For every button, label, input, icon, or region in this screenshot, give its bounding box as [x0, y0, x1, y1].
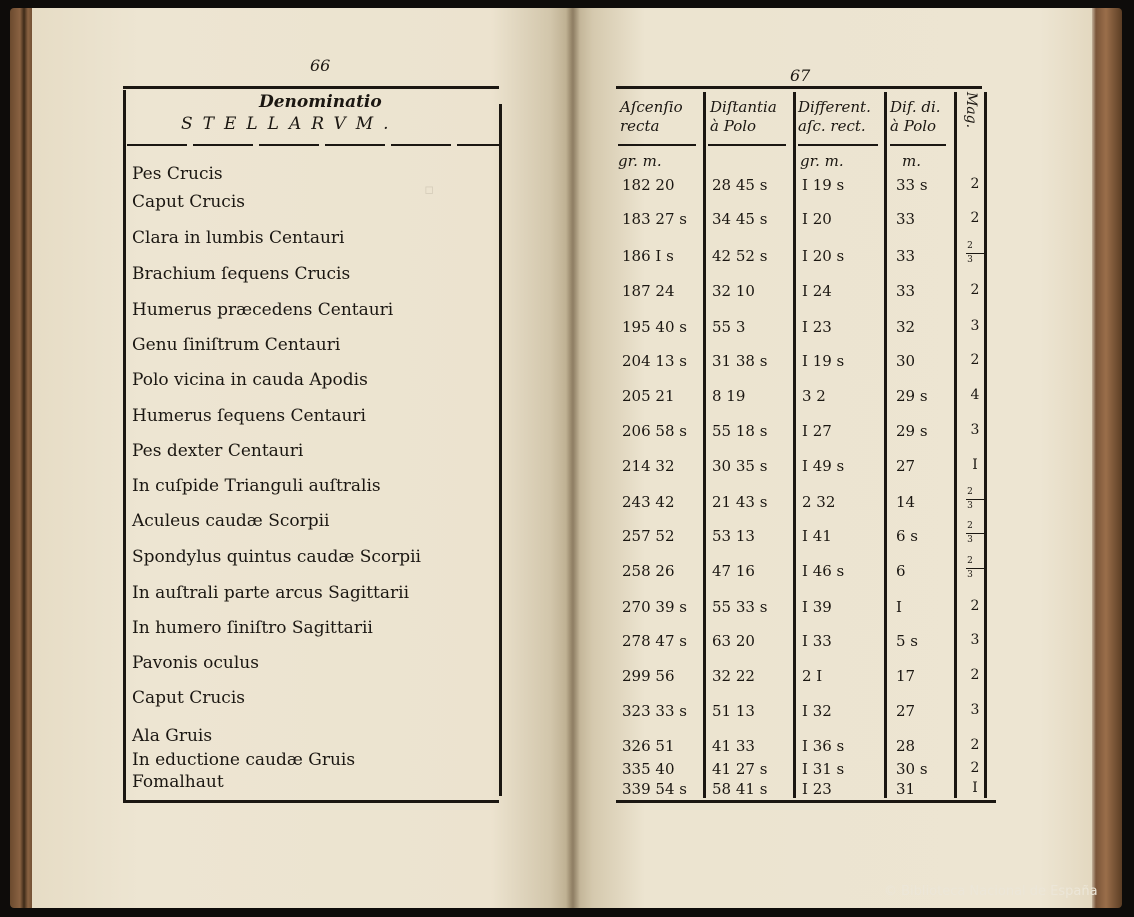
ascensio-cell: 339 54 s — [622, 780, 687, 798]
magnitude-cell: 2 — [970, 760, 980, 776]
star-name-row: Brachium ſequens Crucis — [132, 264, 351, 284]
ascensio-cell: 206 58 s — [622, 422, 687, 440]
distantia-cell: 55 3 — [712, 318, 746, 336]
differentia-cell: I 39 — [802, 598, 832, 616]
differentia-cell: I 19 s — [802, 176, 845, 194]
header-dif-di: Dif. di. à Polo — [890, 98, 941, 135]
distantia-cell: 63 20 — [712, 632, 755, 650]
differentia-cell: I 33 — [802, 632, 832, 650]
star-name-row: Genu ſiniſtrum Centauri — [132, 335, 341, 355]
header-magnitudo: Mag. — [963, 92, 979, 129]
ascensio-cell: 258 26 — [622, 562, 675, 580]
differentia-cell: I 36 s — [802, 737, 845, 755]
units-col3: gr. m. — [800, 152, 844, 170]
dif-di-cell: 14 — [896, 493, 916, 511]
differentia-cell: I 27 — [802, 422, 832, 440]
dif-di-cell: 30 s — [896, 760, 928, 778]
distantia-cell: 21 43 s — [712, 493, 768, 511]
ascensio-cell: 335 40 — [622, 760, 675, 778]
differentia-cell: I 46 s — [802, 562, 845, 580]
distantia-cell: 51 13 — [712, 702, 755, 720]
dif-di-cell: 32 — [896, 318, 916, 336]
ascensio-cell: 243 42 — [622, 493, 675, 511]
magnitude-cell: 3 — [970, 422, 980, 438]
dif-di-cell: 33 s — [896, 176, 928, 194]
ascensio-cell: 257 52 — [622, 527, 675, 545]
differentia-cell: 3 2 — [802, 387, 826, 405]
table-header-title: Denominatio — [259, 92, 382, 112]
star-name-row: Clara in lumbis Centauri — [132, 228, 345, 248]
distantia-cell: 30 35 s — [712, 457, 768, 475]
dif-di-cell: 17 — [896, 667, 916, 685]
dif-di-cell: 30 — [896, 352, 916, 370]
star-name-row: Fomalhaut — [132, 772, 224, 792]
distantia-cell: 41 33 — [712, 737, 755, 755]
differentia-cell: 2 32 — [802, 493, 836, 511]
differentia-cell: I 24 — [802, 282, 832, 300]
star-name-row: Aculeus caudæ Scorpii — [132, 511, 330, 531]
differentia-cell: 2 I — [802, 667, 823, 685]
magnitude-cell: 2 — [970, 352, 980, 368]
dif-di-cell: 27 — [896, 457, 916, 475]
dif-di-cell: 33 — [896, 210, 916, 228]
ascensio-cell: 183 27 s — [622, 210, 687, 228]
differentia-cell: I 23 — [802, 780, 832, 798]
magnitude-cell: 3 — [970, 702, 980, 718]
star-name-row: In humero ſiniſtro Sagittarii — [132, 618, 373, 638]
table-header-subtitle: STELLARVM. — [181, 114, 399, 134]
star-name-row: Humerus ſequens Centauri — [132, 406, 366, 426]
star-name-row: In auſtrali parte arcus Sagittarii — [132, 583, 410, 603]
dif-di-cell: 29 s — [896, 387, 928, 405]
magnitude-fraction: 2 3 — [962, 521, 992, 551]
ascensio-cell: 299 56 — [622, 667, 675, 685]
ascensio-cell: 182 20 — [622, 176, 675, 194]
dif-di-cell: I — [896, 598, 902, 616]
magnitude-cell: 2 — [970, 176, 980, 192]
ascensio-cell: 195 40 s — [622, 318, 687, 336]
distantia-cell: 32 22 — [712, 667, 755, 685]
star-name-row: In eductione caudæ Gruis — [132, 750, 356, 770]
distantia-cell: 41 27 s — [712, 760, 768, 778]
ascensio-cell: 278 47 s — [622, 632, 687, 650]
ascensio-cell: 204 13 s — [622, 352, 687, 370]
distantia-cell: 55 33 s — [712, 598, 768, 616]
dif-di-cell: 5 s — [896, 632, 919, 650]
dif-di-cell: 29 s — [896, 422, 928, 440]
distantia-cell: 55 18 s — [712, 422, 768, 440]
magnitude-cell: 3 — [970, 318, 980, 334]
magnitude-fraction: 2 3 — [962, 241, 992, 271]
magnitude-cell: 2 — [970, 598, 980, 614]
header-distantia: Diſtantia à Polo — [710, 98, 777, 135]
ascensio-cell: 205 21 — [622, 387, 675, 405]
star-name-row: Pavonis oculus — [132, 653, 259, 673]
differentia-cell: I 19 s — [802, 352, 845, 370]
dif-di-cell: 33 — [896, 282, 916, 300]
distantia-cell: 32 10 — [712, 282, 755, 300]
ascensio-cell: 186 I s — [622, 247, 674, 265]
distantia-cell: 42 52 s — [712, 247, 768, 265]
dif-di-cell: 6 s — [896, 527, 919, 545]
distantia-cell: 58 41 s — [712, 780, 768, 798]
star-name-row: Spondylus quintus caudæ Scorpii — [132, 547, 421, 567]
ascensio-cell: 326 51 — [622, 737, 675, 755]
star-name-row: In cuſpide Trianguli auſtralis — [132, 476, 381, 496]
star-name-row: Polo vicina in cauda Apodis — [132, 370, 368, 390]
magnitude-cell: 3 — [970, 632, 980, 648]
distantia-cell: 53 13 — [712, 527, 755, 545]
differentia-cell: I 20 s — [802, 247, 845, 265]
units-col4: m. — [902, 152, 921, 170]
ascensio-cell: 270 39 s — [622, 598, 687, 616]
dif-di-cell: 28 — [896, 737, 916, 755]
copyright-notice: © Biblioteca Nacional de España — [884, 884, 1098, 899]
ascensio-cell: 214 32 — [622, 457, 675, 475]
star-names-table — [123, 86, 507, 806]
differentia-cell: I 32 — [802, 702, 832, 720]
header-differentia: Different. aſc. rect. — [798, 98, 871, 135]
distantia-cell: 8 19 — [712, 387, 746, 405]
star-name-row: Caput Crucis — [132, 688, 245, 708]
magnitude-fraction: 2 3 — [962, 487, 992, 517]
differentia-cell: I 41 — [802, 527, 832, 545]
header-ascensio: Aſcenſio recta — [620, 98, 683, 135]
star-name-row: Pes dexter Centauri — [132, 441, 304, 461]
left-page-number: 66 — [310, 56, 331, 75]
units-col1: gr. m. — [618, 152, 662, 170]
magnitude-cell: 2 — [970, 737, 980, 753]
magnitude-fraction: 2 3 — [962, 556, 992, 586]
distantia-cell: 34 45 s — [712, 210, 768, 228]
magnitude-cell: I — [972, 457, 978, 473]
differentia-cell: I 31 s — [802, 760, 845, 778]
dif-di-cell: 33 — [896, 247, 916, 265]
magnitude-cell: 4 — [970, 387, 980, 403]
dif-di-cell: 31 — [896, 780, 916, 798]
distantia-cell: 28 45 s — [712, 176, 768, 194]
star-name-row: Pes Crucis — [132, 164, 223, 184]
differentia-cell: I 49 s — [802, 457, 845, 475]
right-page-number: 67 — [790, 66, 811, 85]
differentia-cell: I 20 — [802, 210, 832, 228]
ascensio-cell: 323 33 s — [622, 702, 687, 720]
star-name-row: Caput Crucis — [132, 192, 245, 212]
magnitude-cell: 2 — [970, 210, 980, 226]
star-name-row: Ala Gruis — [132, 726, 213, 746]
differentia-cell: I 23 — [802, 318, 832, 336]
star-name-row: Humerus præcedens Centauri — [132, 300, 394, 320]
book-gutter — [566, 8, 580, 908]
distantia-cell: 31 38 s — [712, 352, 768, 370]
bleed-through-mark: ▫ — [424, 180, 435, 198]
dif-di-cell: 27 — [896, 702, 916, 720]
distantia-cell: 47 16 — [712, 562, 755, 580]
magnitude-cell: I — [972, 780, 978, 796]
magnitude-cell: 2 — [970, 667, 980, 683]
dif-di-cell: 6 — [896, 562, 906, 580]
magnitude-cell: 2 — [970, 282, 980, 298]
ascensio-cell: 187 24 — [622, 282, 675, 300]
